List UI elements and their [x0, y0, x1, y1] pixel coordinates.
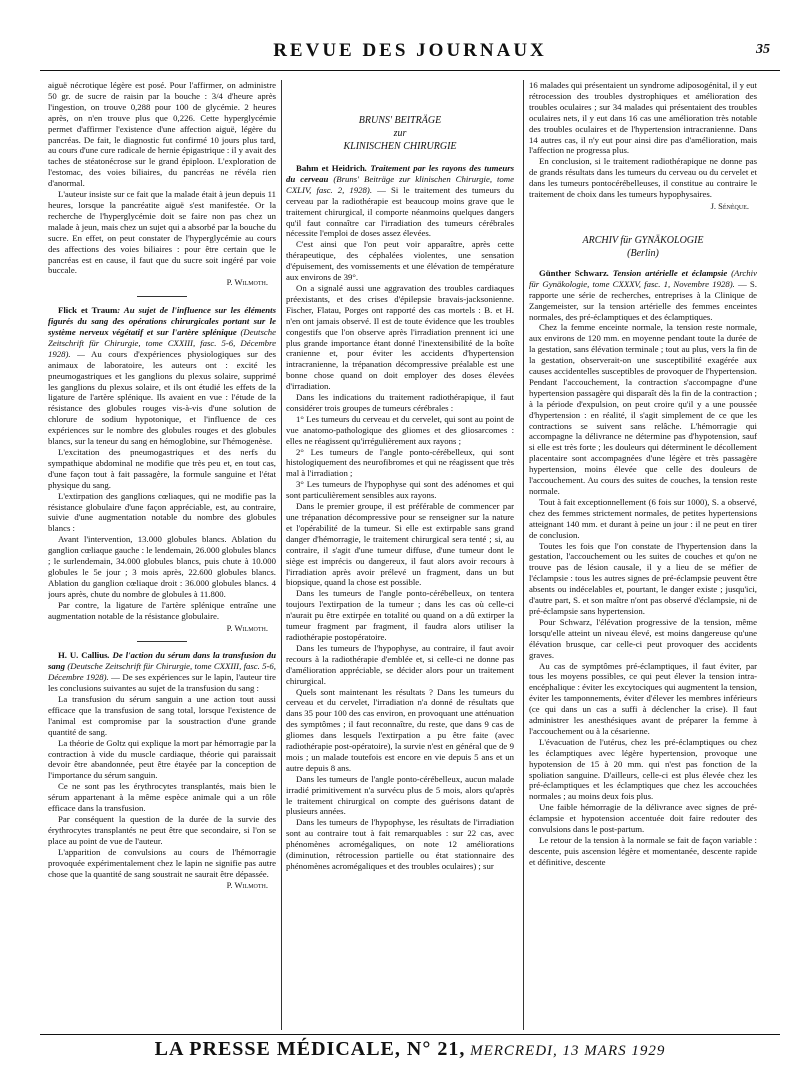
signature: P. Wilmoth.	[226, 880, 268, 891]
article-authors: H. U. Callius	[58, 650, 108, 661]
article-authors: Flick et Traum	[58, 305, 118, 316]
body-paragraph: L'évacuation de l'utérus, chez les pré-éclamptiques ou chez les éclamptiques avec légère hypertension, provoque une hypotension de 15 à 20 mm. qui n'est pas fonction de la spoliation sanguine. D'ailleurs, celle-ci est plus élevée chez les pré-éclamptiques et les éclamptiques que chez les accouchées normales ; au moins deux fois plus.	[529, 736, 757, 802]
body-paragraph: Quels sont maintenant les résultats ? Dans les tumeurs du cerveau et du cervelet, l'irradiation n'a donné de résultats que dans 35 pour 100 des cas environ, en provoquant une atténuation des symptômes ; il faut reconnaître, du reste, que dans 9 cas de gliomes dans lesquels l'extirpation a pu être faite (avec radiothérapie post-opératoire), la survie n'est en général que de 9 mois ; un malade toutefois est encore en vie depuis 5 ans et un autre depuis 8 ans.	[286, 686, 514, 773]
article-authors: Günther Schwarz	[539, 267, 607, 278]
body-paragraph: Une faible hémorragie de la délivrance avec signes de pré-éclampsie et hypotension accentuée doit faire redouter des convulsions dans le post-partum.	[529, 802, 757, 835]
article-lead	[48, 305, 276, 447]
article-authors: Bahm et Heidrich	[296, 163, 365, 173]
article-lead	[286, 163, 514, 239]
article-text: — S. rapporte une série de recherches, entreprises à la Clinique de Zangemeister, sur la tension artérielle des femmes enceintes normales, des pré-éclamptiques et des éclamptiques.	[529, 278, 757, 322]
body-paragraph: La théorie de Goltz qui explique la mort par hémorragie par la contraction à vide du muscle cardiaque, théorie qui paraissait devoir être abandonnée, peut être étayée par la conception de l'importance du sérum sanguin.	[48, 737, 276, 781]
article-separator	[137, 641, 187, 642]
body-paragraph: 1° Les tumeurs du cerveau et du cervelet, qui sont au point de vue anatomo-pathologique des gliomes et des gliosarcomes : elles ne réagissent qu'irrégulièrement aux rayons ;	[286, 413, 514, 446]
body-paragraph: Dans les indications du traitement radiothérapique, il faut considérer trois groupes de tumeurs cérébrales :	[286, 392, 514, 413]
article-title: . Tension artérielle et éclampsie	[606, 267, 728, 278]
page-header	[40, 40, 780, 68]
column-3	[529, 80, 757, 1035]
body-paragraph: Dans le premier groupe, il est préférable de commencer par une trépanation décompressive pour se renseigner sur la nature et l'opérabilité de la tumeur. Si elle est extirpable sans grand danger d'hémorragie, le traitement chirurgical sera tenté ; si, au contraire, il s'agit d'une tumeur diffuse, d'une tumeur dont le siège est imprécis ou dangereux, il faut alors avoir recours à l'irradiation après avoir prélevé un fragment, dans un but biopsique, quand la chose est possible.	[286, 501, 514, 588]
article-text: — Si le traitement des tumeurs du cerveau par la radiothérapie est beaucoup moins grave que le traitement chirurgical, il comporte néanmoins quelques dangers qu'il faut connaître car l'irradiation des tumeurs cérébrales nécessite l'emploi de doses assez élevées.	[286, 184, 514, 239]
journal-name: KLINISCHEN CHIRURGIE	[343, 141, 457, 152]
body-paragraph: Par contre, la ligature de l'artère splénique entraîne une augmentation notable de la résistance globulaire.	[48, 599, 276, 621]
signature: J. Sénèque.	[710, 200, 749, 211]
page-number: 35	[756, 42, 770, 57]
body-paragraph: 2° Les tumeurs de l'angle ponto-cérébelleux, qui sont histologiquement des neurofibromes et qui ne réagissent que très mal à l'irradiation ;	[286, 446, 514, 479]
body-paragraph: L'excitation des pneumogastriques et des nerfs du sympathique abdominal ne modifie que très peu et, en tout cas, d'une façon tout à fait passagère, la formule sanguine et l'état physique du sang.	[48, 447, 276, 490]
body-paragraph: Par conséquent la question de la durée de la survie des érythrocytes transplantés ne peut être que secondaire, si l'on se place au point de vue de l'auteur.	[48, 814, 276, 846]
body-paragraph: Avant l'intervention, 13.000 globules blancs. Ablation du ganglion cœliaque gauche : le lendemain, 26.000 globules blancs ; le surlendemain, 34.000 globules blancs, puis chute à 10.000 globules le 5e jour ; 3 mois après, 22.600 globules blancs. Ablation du ganglion cœliaque droit : 36.000 globules blancs. 4 jours après, chute du nombre de globules à 11.800.	[48, 534, 276, 599]
footer-rule	[40, 1034, 780, 1035]
body-paragraph: L'apparition de convulsions au cours de l'hémorragie provoquée expérimentalement chez le lapin ne signifie pas autre chose que la quantité de sang soustrait ne saurait être dépassée.	[48, 846, 276, 879]
body-paragraph: Dans les tumeurs de l'hypophyse, au contraire, il faut avoir recours à la radiothérapie d'emblée et, si celle-ci ne donne pas d'amélioration appréciable, se décider alors pour un traitement chirurgical.	[286, 642, 514, 686]
body-paragraph: Toutes les fois que l'on constate de l'hypertension dans la gestation, l'accouchement ou les suites de couches et qu'on ne trouve pas de lésion causale, il y a lieu de se méfier de l'éclampsie : tous les autres signes de pré-éclampsie peuvent être absents ou indécelables et, pourtant, le danger existe ; jusqu'ici, d'autre part, S. et son maître n'ont pas observé d'éclampsie, ni de pré-éclampsie sans hypertension.	[529, 540, 757, 616]
body-paragraph: Dans les tumeurs de l'angle ponto-cérébelleux, on tentera toujours l'extirpation de la tumeur ; dans les cas où celle-ci n'aurait pu être extirpée en totalité ou quand on a dû extirper la tumeur fragment par fragment, il faudra alors utiliser la radiothérapie postopératoire.	[286, 588, 514, 642]
journal-name: zur	[393, 128, 407, 139]
column-1	[48, 80, 276, 1035]
body-paragraph: C'est ainsi que l'on peut voir apparaître, après cette thérapeutique, des céphalées violentes, une sensation d'épuisement, des vomissements et une élévation de température aux environs de 39°.	[286, 239, 514, 283]
body-paragraph: Tout à fait exceptionnellement (6 fois sur 1000), S. a observé, chez des femmes strictement normales, de petites hypertensions atteignant 140 mm. et durant à peine un jour : il ne peut en tirer de conclusion.	[529, 496, 757, 540]
body-paragraph: Chez la femme enceinte normale, la tension reste normale, aux environs de 120 mm. en moyenne pendant toute la durée de la gestation, sans élévation terminale ; tout au plus, vers la fin de la gestation, observerait-on une susceptibilité exagérée aux causes accidentelles susceptibles de provoquer de l'hypertension. Pendant l'accouchement, la contraction s'accompagne d'une hypertension passagère qui disparaît dès la fin de la contraction ; à la période d'expulsion, on peut croire qu'il y a une poussée d'hypertension : en réalité, il s'agit simplement de ce que les contractions se suivent sans relâche. L'hémorragie qui accompagne la délivrance ne détermine pas d'hypotension, sauf si elle est très forte ; les douleurs qui déterminent le décollement placentaire sont accompagnées d'une légère et très passagère hypertension, moins élevée que celle des douleurs de l'accouchement. Au cours des suites de couches, la tension reste normale.	[529, 322, 757, 496]
column-divider	[523, 80, 524, 1030]
article-reference: (Archiv für Gynäkologie, tome CXXXV, fasc. 1, Novembre 1928).	[529, 267, 757, 289]
article-title: : Au sujet de l'influence sur les éléments figurés du sang des opérations chirurgicales portant sur le système nerveux végétatif et sur l'artère splénique	[48, 305, 276, 338]
article-text: — De ses expériences sur le lapin, l'auteur tire les conclusions suivantes au sujet de la transfusion du sang :	[48, 672, 276, 694]
body-paragraph: 3° Les tumeurs de l'hypophyse qui sont des adénomes et qui sont particulièrement sensibles aux rayons.	[286, 479, 514, 501]
header-rule	[40, 70, 780, 71]
body-paragraph: Au cas de symptômes pré-éclamptiques, il faut éviter, par tous les moyens possibles, ce qui peut élever la tension intra-encéphalique : éviter les excytociques qui augmentent la tension, éviter les tamponnements, éviter d'élever les membres inférieurs (ce qui dans un cas a suffi à déclencher la crise). Il faut administrer les anesthésiques avant de préparer la femme à l'accouchement ou à la césarienne.	[529, 660, 757, 736]
body-paragraph: L'auteur insiste sur ce fait que la malade était à jeun depuis 11 heures, lorsque la pancréatite aiguë s'est manifestée. Or la recherche de l'hyperglycémie doit se faire non pas chez un malade à jeun, mais chez un sujet qui a absorbé par la bouche du sucre. En effet, on peut constater de l'hyperglycémie au cours des affections des voies biliaires : pour être certain que le pancréas est en cause, il faut que du sucre soit ingéré par voie buccale.	[48, 189, 276, 276]
journal-name: ARCHIV für GYNÄKOLOGIE	[582, 234, 704, 246]
article-title: . De l'action du sérum dans la transfusion du sang	[48, 650, 276, 672]
body-paragraph: L'extirpation des ganglions cœliaques, qui ne modifie pas la résistance globulaire d'une façon appréciable, est, au contraire, suivie d'une augmentation notable du nombre des globules blancs :	[48, 490, 276, 534]
article-reference: (Deutsche Zeitschrift für Chirurgie, tome CXXIII, fasc. 5-6, Décembre 1928). —	[48, 327, 276, 359]
journal-heading	[529, 234, 757, 260]
article-reference: (Bruns' Beiträge zur klinischen Chirurgie, tome CXLIV, fasc. 2, 1928).	[286, 173, 514, 195]
body-paragraph: La transfusion du sérum sanguin a une action tout aussi efficace que la transfusion de sang total, lorsque l'existence de l'animal est compromise par la soustraction d'une grande quantité de sang.	[48, 694, 276, 737]
footer-publication: LA PRESSE MÉDICALE, N° 21,	[154, 1038, 466, 1060]
signature: P. Wilmoth.	[226, 277, 268, 288]
body-paragraph: 16 malades qui présentaient un syndrome adiposogénital, il y eut rétrocession des troubles dystrophiques et amélioration des troubles oculaires ; sur 34 malades qui présentaient des troubles oculaires nets, il y eut dans 16 cas une amélioration très notable des troubles oculaires et de l'hypertension intracranienne. Dans 14 autres cas, il n'y eut pour ainsi dire pas d'amélioration, mais l'affection ne progressa plus.	[529, 80, 757, 156]
body-paragraph: Pour Schwarz, l'élévation progressive de la tension, même lorsqu'elle atteint un niveau élevé, est moins dangereuse qu'une élévation brusque, car celle-ci peut provoquer des accidents graves.	[529, 616, 757, 660]
journal-name: BRUNS' BEITRÄGE	[358, 115, 442, 126]
article-text: Au cours d'expériences physiologiques sur des animaux de laboratoire, les auteurs ont : excité les pneumogastriques et les ganglions du plexus solaire, supprimé les ganglions du plexus solaire, et ils ont étudié les effets de la ligature de l'artère splénique. Ils avaient en vue : l'étude de la résistance des globules rouges vis-à-vis d'une solution de chlorure de sodium hypotonique, et l'influence de ces expériences sur le nombre des globules rouges et des globules blancs, sur la teneur du sang en hémoglobine, sur l'hémogenèse.	[48, 348, 276, 447]
column-divider	[281, 80, 282, 1030]
article-lead	[48, 650, 276, 694]
page-footer	[40, 1038, 780, 1061]
footer-date: MERCREDI, 13 MARS 1929	[465, 1043, 666, 1059]
signature: P. Wilmoth.	[226, 622, 268, 633]
body-paragraph: Dans les tumeurs de l'angle ponto-cérébelleux, aucun malade irradié primitivement n'a survécu plus de 5 mois, alors qu'après le traitement chirurgical on compte des guérisons datant de plusieurs années.	[286, 773, 514, 817]
body-paragraph: En conclusion, si le traitement radiothérapique ne donne pas de grands résultats dans les tumeurs du cerveau ou du cervelet et dans les tumeurs pontocérébelleuses, il constitue au contraire le traitement de choix dans les tumeurs hypophysaires.	[529, 156, 757, 200]
journal-section-title: REVUE DES JOURNAUX	[273, 40, 547, 61]
body-paragraph: aiguë nécrotique légère est posé. Pour l'affirmer, on administre 50 gr. de sucre de raisin par la bouche : 3/4 d'heure après l'ingestion, on trouve 0,288 pour 100 de glycémie. 2 heures après, on n'en trouve plus que 0,226. Cette hyperglycémie permet d'affirmer l'existence d'une affection aiguë, légère du pancréas. De fait, le diagnostic fut confirmé 10 jours plus tard, au cours d'une cure radicale de hernie épigastrique : il y avait des taches de stéatonécrose sur le grand épiploon. L'exploration de l'estomac, des voies biliaires, du pancréas ne révéla rien d'anormal.	[48, 80, 276, 189]
article-separator	[137, 296, 187, 297]
article-lead	[529, 268, 757, 323]
journal-city: (Berlin)	[627, 247, 659, 259]
body-paragraph: Le retour de la tension à la normale se fait de façon variable : descente, puis ascension légère et momentanée, descente rapide et définitive, descente	[529, 835, 757, 867]
journal-heading	[286, 114, 514, 153]
column-2	[286, 80, 514, 1035]
body-paragraph: Ce ne sont pas les érythrocytes transplantés, mais bien le sérum appartenant à la même espèce animale qui a un rôle efficace dans la transfusion.	[48, 781, 276, 814]
article-reference: (Deutsche Zeitschrift für Chirurgie, tome CXXIII, fasc. 5-6, Décembre 1928).	[48, 661, 276, 683]
body-paragraph: On a signalé aussi une aggravation des troubles cardiaques préexistants, et des crises d'épilepsie bravais-jacksonienne. Fischer, Flatau, Porges ont rapporté des cas mortels : B. et H. n'en ont jamais observé. Il est de toute évidence que les troubles congestifs que l'on observe après l'irradiation prennent ici une plus grande importance étant donné l'inextensibilité de la boîte cranienne et, pour éviter les accidents d'hypertension intracranienne, la trépanation décompressive préalable est une bonne chose quand on doit employer des doses élevées d'irradiation.	[286, 282, 514, 392]
body-paragraph: Dans les tumeurs de l'hypophyse, les résultats de l'irradiation sont au contraire tout à fait remarquables : sur 22 cas, avec phénomènes acromégaliques, on note 12 améliorations (diminution, rétrocession partielle ou état stationnaire des phénomènes acromégaliques et des troubles oculaires) ; sur	[286, 817, 514, 871]
article-title: . Traitement par les rayons des tumeurs du cerveau	[286, 163, 514, 184]
